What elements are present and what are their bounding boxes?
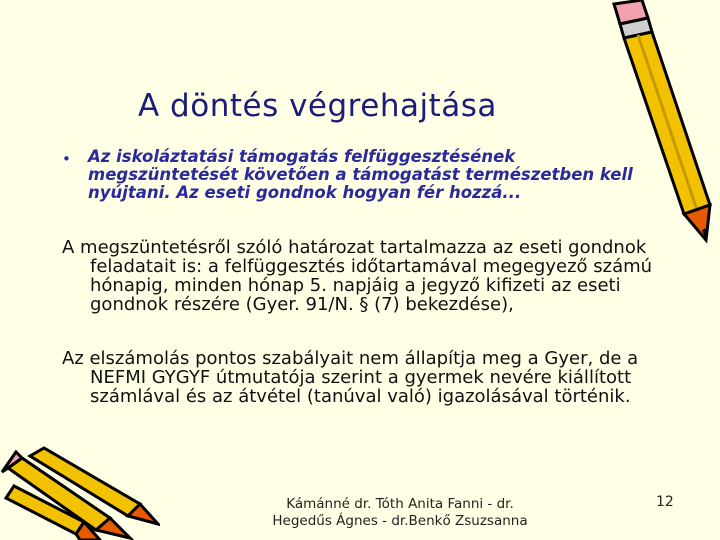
paragraph-1: A megszüntetésről szóló határozat tartalmazza az eseti gondnok feladatait is: a felfüggesztés időtartamával megegyező számú hónapig, minden hónap 5. napjáig a jegyző kifizeti az eseti gondnok részére (Gyer. 91/N. § (7) bekezdése),: [62, 237, 653, 315]
bullet-glyph: •: [62, 150, 71, 168]
paragraph-2: Az elszámolás pontos szabályait nem állapítja meg a Gyer, de a NEFMI GYGYF útmutatója szerint a gyermek nevére kiállított számlával és az átvétel (tanúval való) igazolásával történik.: [62, 348, 639, 407]
slide-title: A döntés végrehajtása: [138, 88, 497, 124]
bullet-text: Az iskoláztatási támogatás felfüggesztésének megszüntetését követően a támogatást természetben kell nyújtani. Az eseti gondnok hogyan fér hozzá...: [88, 147, 633, 202]
pencils-icon: [0, 446, 160, 540]
page-number: 12: [656, 494, 674, 510]
bullet-item: [62, 148, 672, 202]
footer-authors: Kámánné dr. Tóth Anita Fanni - dr. Hegedűs Ágnes - dr.Benkő Zsuzsanna: [272, 496, 528, 529]
pencil-icon: [598, 0, 720, 245]
